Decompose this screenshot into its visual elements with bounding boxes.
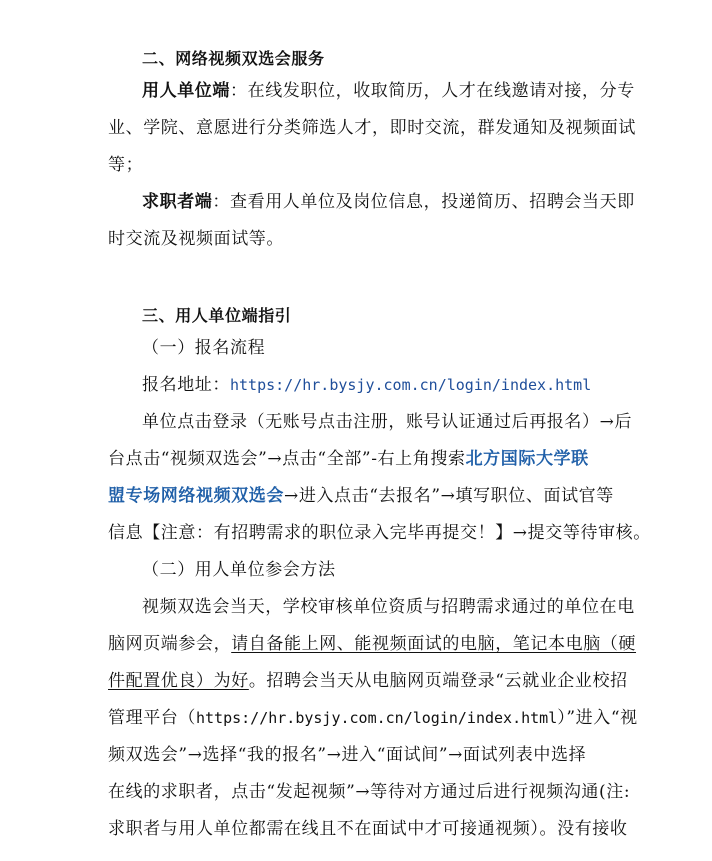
participation-text: ）”进入“视	[557, 708, 638, 728]
subheading-participation-method: （二）用人单位参会方法	[142, 560, 336, 580]
registration-steps-line-4: 信息【注意：有招聘需求的职位录入完毕再提交！】→提交等待审核。	[108, 523, 651, 543]
seeker-label: 求职者端	[142, 192, 213, 212]
fair-name-highlight-cont: 盟专场网络视频双选会	[108, 486, 284, 506]
employer-text: ：在线发职位，收取简历，人才在线邀请对接，分专	[230, 81, 635, 101]
registration-steps-line-3	[108, 485, 614, 507]
device-requirement-underlined-cont: 件配置优良）为好	[108, 671, 249, 691]
employer-service-line-3: 等；	[108, 155, 144, 175]
seeker-service-line-2: 时交流及视频面试等。	[108, 229, 284, 249]
registration-steps-text: →进入点击“去报名”→填写职位、面试官等	[284, 486, 614, 506]
participation-line-7: 求职者与用人单位都需在线且不在面试中才可接通视频）。没有接收	[108, 819, 628, 839]
participation-text: 脑网页端参会，	[108, 634, 232, 654]
platform-url: https://hr.bysjy.com.cn/login/index.html	[196, 709, 558, 727]
registration-address-link[interactable]: https://hr.bysjy.com.cn/login/index.html	[230, 376, 592, 394]
seeker-service-line-1	[142, 191, 635, 213]
registration-steps-line-1: 单位点击登录（无账号点击注册，账号认证通过后再报名）→后	[142, 412, 633, 432]
participation-line-4	[108, 707, 638, 729]
section-3-heading: 三、用人单位端指引	[142, 306, 292, 325]
participation-line-5: 频双选会”→选择“我的报名”→进入“面试间”→面试列表中选择	[108, 745, 587, 765]
participation-text: 。招聘会当天从电脑网页端登录“云就业企业校招	[248, 671, 628, 691]
registration-address-line	[142, 374, 608, 396]
device-requirement-underlined: 请自备能上网、能视频面试的电脑，笔记本电脑（硬	[231, 634, 637, 654]
seeker-text: ：查看用人单位及岗位信息，投递简历、招聘会当天即	[212, 192, 635, 212]
participation-line-1: 视频双选会当天，学校审核单位资质与招聘需求通过的单位在电	[142, 597, 635, 617]
section-2-heading: 二、网络视频双选会服务	[142, 49, 325, 68]
participation-line-2	[108, 633, 637, 655]
participation-text: 管理平台（	[108, 708, 196, 728]
employer-service-line-1	[142, 80, 635, 102]
registration-address-label: 报名地址：	[142, 375, 230, 395]
participation-line-6: 在线的求职者，点击“发起视频”→等待对方通过后进行视频沟通(注:	[108, 782, 631, 802]
subheading-registration-process: （一）报名流程	[142, 338, 266, 358]
employer-service-line-2: 业、学院、意愿进行分类筛选人才，即时交流，群发通知及视频面试	[108, 118, 636, 138]
employer-label: 用人单位端	[142, 81, 230, 101]
participation-line-3	[108, 670, 628, 692]
fair-name-highlight: 北方国际大学联	[465, 449, 589, 469]
registration-steps-text: 台点击“视频双选会”→点击“全部”-右上角搜索	[108, 449, 466, 469]
registration-steps-line-2	[108, 448, 608, 470]
